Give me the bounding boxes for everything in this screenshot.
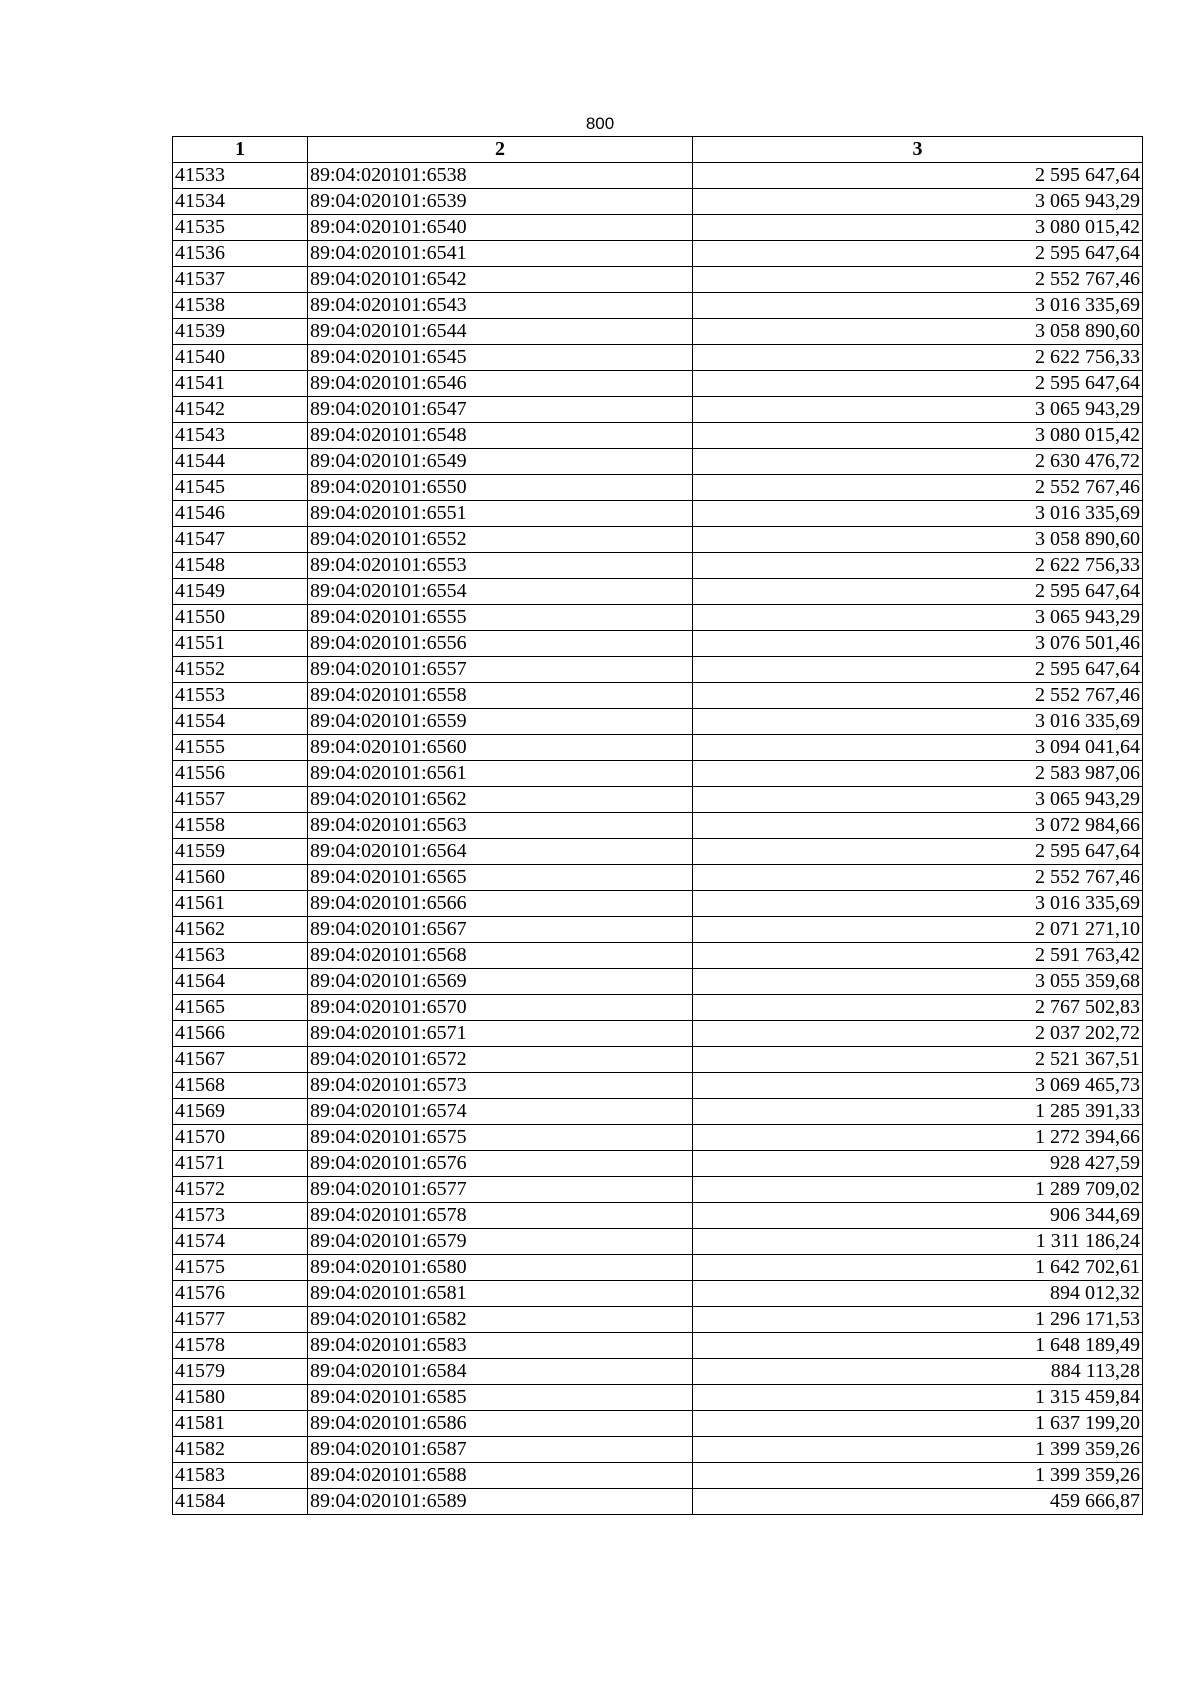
value-cell: 2 552 767,46 xyxy=(693,865,1143,891)
value-cell: 3 080 015,42 xyxy=(693,215,1143,241)
row-number-cell: 41562 xyxy=(173,917,308,943)
table-row xyxy=(173,1333,1143,1359)
table-row xyxy=(173,527,1143,553)
cadastral-number-cell: 89:04:020101:6555 xyxy=(308,605,693,631)
cadastral-number-cell: 89:04:020101:6557 xyxy=(308,657,693,683)
table-row xyxy=(173,501,1143,527)
row-number-cell: 41539 xyxy=(173,319,308,345)
row-number-cell: 41574 xyxy=(173,1229,308,1255)
cadastral-number-cell: 89:04:020101:6545 xyxy=(308,345,693,371)
row-number-cell: 41541 xyxy=(173,371,308,397)
value-cell: 3 016 335,69 xyxy=(693,891,1143,917)
table-row xyxy=(173,1073,1143,1099)
value-cell: 2 622 756,33 xyxy=(693,553,1143,579)
value-cell: 2 622 756,33 xyxy=(693,345,1143,371)
value-cell: 1 642 702,61 xyxy=(693,1255,1143,1281)
cadastral-number-cell: 89:04:020101:6567 xyxy=(308,917,693,943)
row-number-cell: 41533 xyxy=(173,163,308,189)
cadastral-number-cell: 89:04:020101:6582 xyxy=(308,1307,693,1333)
table-row xyxy=(173,371,1143,397)
row-number-cell: 41580 xyxy=(173,1385,308,1411)
row-number-cell: 41543 xyxy=(173,423,308,449)
value-cell: 1 399 359,26 xyxy=(693,1463,1143,1489)
table-row xyxy=(173,267,1143,293)
row-number-cell: 41569 xyxy=(173,1099,308,1125)
cadastral-number-cell: 89:04:020101:6559 xyxy=(308,709,693,735)
row-number-cell: 41545 xyxy=(173,475,308,501)
cadastral-number-cell: 89:04:020101:6544 xyxy=(308,319,693,345)
cadastral-number-cell: 89:04:020101:6566 xyxy=(308,891,693,917)
row-number-cell: 41535 xyxy=(173,215,308,241)
table-row xyxy=(173,1411,1143,1437)
value-cell: 3 065 943,29 xyxy=(693,189,1143,215)
row-number-cell: 41567 xyxy=(173,1047,308,1073)
cadastral-number-cell: 89:04:020101:6563 xyxy=(308,813,693,839)
cadastral-number-cell: 89:04:020101:6556 xyxy=(308,631,693,657)
row-number-cell: 41536 xyxy=(173,241,308,267)
value-cell: 3 016 335,69 xyxy=(693,709,1143,735)
value-cell: 3 065 943,29 xyxy=(693,397,1143,423)
value-cell: 2 521 367,51 xyxy=(693,1047,1143,1073)
value-cell: 2 583 987,06 xyxy=(693,761,1143,787)
table-row xyxy=(173,735,1143,761)
table-row xyxy=(173,1021,1143,1047)
row-number-cell: 41558 xyxy=(173,813,308,839)
cadastral-number-cell: 89:04:020101:6588 xyxy=(308,1463,693,1489)
cadastral-number-cell: 89:04:020101:6558 xyxy=(308,683,693,709)
row-number-cell: 41544 xyxy=(173,449,308,475)
value-cell: 3 072 984,66 xyxy=(693,813,1143,839)
row-number-cell: 41573 xyxy=(173,1203,308,1229)
value-cell: 3 016 335,69 xyxy=(693,293,1143,319)
value-cell: 2 595 647,64 xyxy=(693,579,1143,605)
row-number-cell: 41554 xyxy=(173,709,308,735)
value-cell: 928 427,59 xyxy=(693,1151,1143,1177)
row-number-cell: 41546 xyxy=(173,501,308,527)
cadastral-number-cell: 89:04:020101:6578 xyxy=(308,1203,693,1229)
row-number-cell: 41581 xyxy=(173,1411,308,1437)
cadastral-number-cell: 89:04:020101:6562 xyxy=(308,787,693,813)
row-number-cell: 41553 xyxy=(173,683,308,709)
table-row xyxy=(173,397,1143,423)
column-header-1: 1 xyxy=(173,137,308,163)
row-number-cell: 41534 xyxy=(173,189,308,215)
value-cell: 3 080 015,42 xyxy=(693,423,1143,449)
table-row xyxy=(173,865,1143,891)
value-cell: 2 595 647,64 xyxy=(693,241,1143,267)
row-number-cell: 41571 xyxy=(173,1151,308,1177)
table-row xyxy=(173,683,1143,709)
cadastral-number-cell: 89:04:020101:6574 xyxy=(308,1099,693,1125)
row-number-cell: 41542 xyxy=(173,397,308,423)
table-row xyxy=(173,319,1143,345)
table-row xyxy=(173,1229,1143,1255)
value-cell: 3 076 501,46 xyxy=(693,631,1143,657)
table-row xyxy=(173,215,1143,241)
cadastral-number-cell: 89:04:020101:6547 xyxy=(308,397,693,423)
cadastral-number-cell: 89:04:020101:6585 xyxy=(308,1385,693,1411)
cadastral-number-cell: 89:04:020101:6564 xyxy=(308,839,693,865)
cadastral-number-cell: 89:04:020101:6569 xyxy=(308,969,693,995)
value-cell: 3 058 890,60 xyxy=(693,527,1143,553)
cadastral-number-cell: 89:04:020101:6552 xyxy=(308,527,693,553)
cadastral-number-cell: 89:04:020101:6546 xyxy=(308,371,693,397)
cadastral-number-cell: 89:04:020101:6565 xyxy=(308,865,693,891)
table-row xyxy=(173,969,1143,995)
value-cell: 1 296 171,53 xyxy=(693,1307,1143,1333)
cadastral-number-cell: 89:04:020101:6579 xyxy=(308,1229,693,1255)
row-number-cell: 41561 xyxy=(173,891,308,917)
cadastral-number-cell: 89:04:020101:6584 xyxy=(308,1359,693,1385)
cadastral-number-cell: 89:04:020101:6542 xyxy=(308,267,693,293)
table-row xyxy=(173,1359,1143,1385)
value-cell: 2 071 271,10 xyxy=(693,917,1143,943)
column-header-2: 2 xyxy=(308,137,693,163)
value-cell: 2 591 763,42 xyxy=(693,943,1143,969)
row-number-cell: 41577 xyxy=(173,1307,308,1333)
value-cell: 2 595 647,64 xyxy=(693,839,1143,865)
cadastral-number-cell: 89:04:020101:6554 xyxy=(308,579,693,605)
table-row xyxy=(173,189,1143,215)
cadastral-number-cell: 89:04:020101:6553 xyxy=(308,553,693,579)
cadastral-number-cell: 89:04:020101:6575 xyxy=(308,1125,693,1151)
table-row xyxy=(173,345,1143,371)
table-row xyxy=(173,1151,1143,1177)
table-row xyxy=(173,1307,1143,1333)
cadastral-number-cell: 89:04:020101:6587 xyxy=(308,1437,693,1463)
value-cell: 1 272 394,66 xyxy=(693,1125,1143,1151)
value-cell: 884 113,28 xyxy=(693,1359,1143,1385)
row-number-cell: 41550 xyxy=(173,605,308,631)
cadastral-number-cell: 89:04:020101:6561 xyxy=(308,761,693,787)
table-row xyxy=(173,1203,1143,1229)
row-number-cell: 41579 xyxy=(173,1359,308,1385)
page-number: 800 xyxy=(585,114,615,133)
table-row xyxy=(173,1385,1143,1411)
table-row xyxy=(173,553,1143,579)
table-row xyxy=(173,657,1143,683)
table-row xyxy=(173,241,1143,267)
cadastral-number-cell: 89:04:020101:6560 xyxy=(308,735,693,761)
cadastral-number-cell: 89:04:020101:6589 xyxy=(308,1489,693,1515)
row-number-cell: 41537 xyxy=(173,267,308,293)
cadastral-number-cell: 89:04:020101:6551 xyxy=(308,501,693,527)
cadastral-number-cell: 89:04:020101:6581 xyxy=(308,1281,693,1307)
table-row xyxy=(173,1125,1143,1151)
cadastral-number-cell: 89:04:020101:6538 xyxy=(308,163,693,189)
row-number-cell: 41578 xyxy=(173,1333,308,1359)
row-number-cell: 41538 xyxy=(173,293,308,319)
table-row xyxy=(173,1177,1143,1203)
cadastral-number-cell: 89:04:020101:6572 xyxy=(308,1047,693,1073)
value-cell: 3 055 359,68 xyxy=(693,969,1143,995)
value-cell: 2 595 647,64 xyxy=(693,657,1143,683)
cadastral-value-table xyxy=(172,136,1143,1515)
value-cell: 3 058 890,60 xyxy=(693,319,1143,345)
table-row xyxy=(173,449,1143,475)
table-row xyxy=(173,423,1143,449)
cadastral-number-cell: 89:04:020101:6541 xyxy=(308,241,693,267)
value-cell: 906 344,69 xyxy=(693,1203,1143,1229)
table-row xyxy=(173,891,1143,917)
table-row xyxy=(173,475,1143,501)
cadastral-number-cell: 89:04:020101:6550 xyxy=(308,475,693,501)
value-cell: 1 285 391,33 xyxy=(693,1099,1143,1125)
table-row xyxy=(173,631,1143,657)
cadastral-number-cell: 89:04:020101:6548 xyxy=(308,423,693,449)
cadastral-number-cell: 89:04:020101:6573 xyxy=(308,1073,693,1099)
row-number-cell: 41555 xyxy=(173,735,308,761)
table-row xyxy=(173,917,1143,943)
value-cell: 2 630 476,72 xyxy=(693,449,1143,475)
value-cell: 1 289 709,02 xyxy=(693,1177,1143,1203)
table-row xyxy=(173,163,1143,189)
table-row xyxy=(173,813,1143,839)
row-number-cell: 41540 xyxy=(173,345,308,371)
row-number-cell: 41583 xyxy=(173,1463,308,1489)
value-cell: 2 552 767,46 xyxy=(693,683,1143,709)
value-cell: 1 637 199,20 xyxy=(693,1411,1143,1437)
header-row xyxy=(173,137,1143,163)
value-cell: 1 311 186,24 xyxy=(693,1229,1143,1255)
row-number-cell: 41547 xyxy=(173,527,308,553)
row-number-cell: 41564 xyxy=(173,969,308,995)
table-row xyxy=(173,1437,1143,1463)
value-cell: 3 065 943,29 xyxy=(693,605,1143,631)
column-header-3: 3 xyxy=(693,137,1143,163)
value-cell: 2 767 502,83 xyxy=(693,995,1143,1021)
value-cell: 3 069 465,73 xyxy=(693,1073,1143,1099)
row-number-cell: 41576 xyxy=(173,1281,308,1307)
cadastral-number-cell: 89:04:020101:6577 xyxy=(308,1177,693,1203)
cadastral-number-cell: 89:04:020101:6571 xyxy=(308,1021,693,1047)
cadastral-number-cell: 89:04:020101:6543 xyxy=(308,293,693,319)
cadastral-number-cell: 89:04:020101:6576 xyxy=(308,1151,693,1177)
table-header xyxy=(173,137,1143,163)
row-number-cell: 41572 xyxy=(173,1177,308,1203)
row-number-cell: 41551 xyxy=(173,631,308,657)
row-number-cell: 41563 xyxy=(173,943,308,969)
cadastral-number-cell: 89:04:020101:6539 xyxy=(308,189,693,215)
row-number-cell: 41549 xyxy=(173,579,308,605)
row-number-cell: 41557 xyxy=(173,787,308,813)
table-row xyxy=(173,1463,1143,1489)
row-number-cell: 41568 xyxy=(173,1073,308,1099)
value-cell: 1 399 359,26 xyxy=(693,1437,1143,1463)
table-row xyxy=(173,1099,1143,1125)
cadastral-number-cell: 89:04:020101:6549 xyxy=(308,449,693,475)
cadastral-number-cell: 89:04:020101:6540 xyxy=(308,215,693,241)
value-cell: 3 016 335,69 xyxy=(693,501,1143,527)
table-row xyxy=(173,605,1143,631)
value-cell: 2 037 202,72 xyxy=(693,1021,1143,1047)
table-row xyxy=(173,293,1143,319)
value-cell: 2 552 767,46 xyxy=(693,475,1143,501)
row-number-cell: 41566 xyxy=(173,1021,308,1047)
cadastral-number-cell: 89:04:020101:6583 xyxy=(308,1333,693,1359)
row-number-cell: 41584 xyxy=(173,1489,308,1515)
table-row xyxy=(173,1255,1143,1281)
row-number-cell: 41582 xyxy=(173,1437,308,1463)
table-row xyxy=(173,787,1143,813)
table-row xyxy=(173,943,1143,969)
table-row xyxy=(173,995,1143,1021)
value-cell: 1 648 189,49 xyxy=(693,1333,1143,1359)
cadastral-number-cell: 89:04:020101:6570 xyxy=(308,995,693,1021)
row-number-cell: 41552 xyxy=(173,657,308,683)
row-number-cell: 41556 xyxy=(173,761,308,787)
table-row xyxy=(173,839,1143,865)
table-row xyxy=(173,1489,1143,1515)
row-number-cell: 41565 xyxy=(173,995,308,1021)
table-body xyxy=(173,163,1143,1515)
value-cell: 3 065 943,29 xyxy=(693,787,1143,813)
value-cell: 459 666,87 xyxy=(693,1489,1143,1515)
row-number-cell: 41559 xyxy=(173,839,308,865)
cadastral-number-cell: 89:04:020101:6586 xyxy=(308,1411,693,1437)
row-number-cell: 41560 xyxy=(173,865,308,891)
value-cell: 894 012,32 xyxy=(693,1281,1143,1307)
row-number-cell: 41570 xyxy=(173,1125,308,1151)
table-row xyxy=(173,579,1143,605)
table-row xyxy=(173,761,1143,787)
cadastral-number-cell: 89:04:020101:6568 xyxy=(308,943,693,969)
cadastral-number-cell: 89:04:020101:6580 xyxy=(308,1255,693,1281)
row-number-cell: 41548 xyxy=(173,553,308,579)
value-cell: 1 315 459,84 xyxy=(693,1385,1143,1411)
table-row xyxy=(173,709,1143,735)
row-number-cell: 41575 xyxy=(173,1255,308,1281)
value-cell: 3 094 041,64 xyxy=(693,735,1143,761)
value-cell: 2 595 647,64 xyxy=(693,371,1143,397)
value-cell: 2 552 767,46 xyxy=(693,267,1143,293)
value-cell: 2 595 647,64 xyxy=(693,163,1143,189)
table-row xyxy=(173,1047,1143,1073)
table-row xyxy=(173,1281,1143,1307)
